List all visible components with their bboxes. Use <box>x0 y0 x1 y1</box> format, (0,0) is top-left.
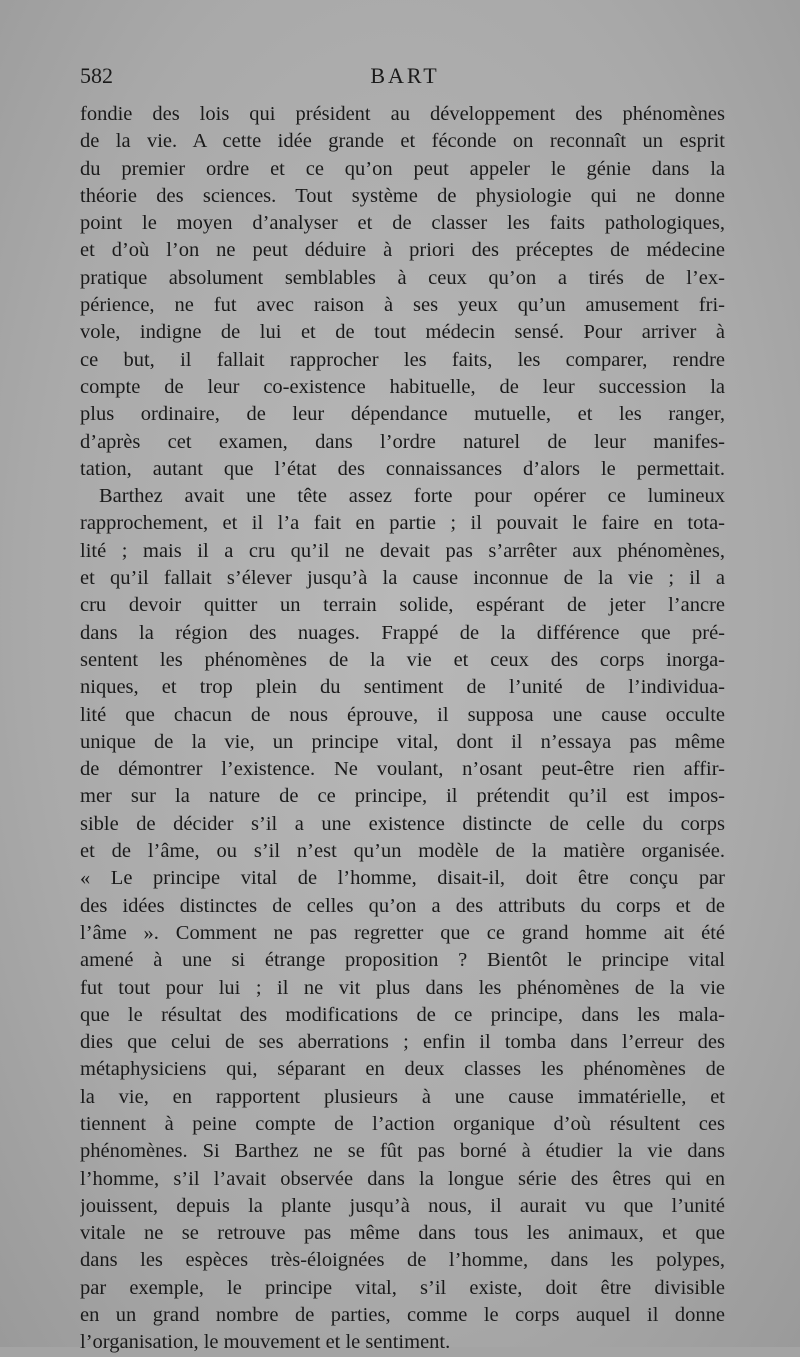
page-header <box>80 63 730 93</box>
running-head: BART <box>370 63 440 88</box>
text-line: l’âme ». Comment ne pas regretter que ce grand homme ait été <box>80 921 725 944</box>
text-line: et qu’il fallait s’élever jusqu’à la cause inconnue de la vie ; il a <box>80 567 725 590</box>
text-line: ce but, il fallait rapprocher les faits, les comparer, rendre <box>80 348 725 371</box>
text-line: cru devoir quitter un terrain solide, espérant de jeter l’ancre <box>80 594 725 617</box>
text-line: unique de la vie, un principe vital, dont il n’essaya pas même <box>80 730 725 753</box>
text-line: l’organisation, le mouvement et le sentiment. <box>80 1331 451 1354</box>
text-line: tation, autant que l’état des connaissances d’alors le permettait. <box>80 457 725 480</box>
text-line: phénomènes. Si Barthez ne se fût pas borné à étudier la vie dans <box>80 1140 725 1163</box>
text-line: lité que chacun de nous éprouve, il supposa une cause occulte <box>80 703 725 726</box>
text-line: sible de décider s’il a une existence distincte de celle du corps <box>80 812 725 835</box>
text-line: amené à une si étrange proposition ? Bientôt le principe vital <box>80 949 725 972</box>
text-line: dans les espèces très-éloignées de l’homme, dans les polypes, <box>80 1249 725 1272</box>
text-line: jouissent, depuis la plante jusqu’à nous, il aurait vu que l’unité <box>80 1194 725 1217</box>
text-line: en un grand nombre de parties, comme le corps auquel il donne <box>80 1304 725 1327</box>
text-line: dans la région des nuages. Frappé de la différence que pré- <box>80 621 725 644</box>
text-line: sentent les phénomènes de la vie et ceux des corps inorga- <box>80 648 725 671</box>
text-line: mer sur la nature de ce principe, il prétendit qu’il est impos- <box>80 785 725 808</box>
text-line: par exemple, le principe vital, s’il existe, doit être divisible <box>80 1276 725 1299</box>
text-line: d’après cet examen, dans l’ordre naturel de leur manifes- <box>80 430 725 453</box>
text-line: fondie des lois qui président au développement des phénomènes <box>80 103 725 125</box>
text-line: fut tout pour lui ; il ne vit plus dans les phénomènes de la vie <box>80 976 725 999</box>
text-line: du premier ordre et ce qu’on peut appeler le génie dans la <box>80 157 725 180</box>
text-line: plus ordinaire, de leur dépendance mutuelle, et les ranger, <box>80 403 725 426</box>
text-line: et d’où l’on ne peut déduire à priori des préceptes de médecine <box>80 239 725 262</box>
text-line: lité ; mais il a cru qu’il ne devait pas s’arrêter aux phénomènes, <box>80 539 725 562</box>
text-line: que le résultat des modifications de ce principe, dans les mala- <box>80 1003 725 1026</box>
text-line: métaphysiciens qui, séparant en deux classes les phénomènes de <box>80 1058 725 1081</box>
text-line: vitale ne se retrouve pas même dans tous les animaux, et que <box>80 1222 725 1245</box>
text-line: de la vie. A cette idée grande et féconde on reconnaît un esprit <box>80 130 725 153</box>
text-line: et de l’âme, ou s’il n’est qu’un modèle de la matière organisée. <box>80 840 725 863</box>
text-line: point le moyen d’analyser et de classer les faits pathologiques, <box>80 212 725 235</box>
text-line: la vie, en rapportent plusieurs à une cause immatérielle, et <box>80 1085 725 1108</box>
text-line: des idées distinctes de celles qu’on a des attributs du corps et de <box>80 894 725 917</box>
text-line: pratique absolument semblables à ceux qu’on a tirés de l’ex- <box>80 266 725 289</box>
text-line: dies que celui de ses aberrations ; enfin il tomba dans l’erreur des <box>80 1031 725 1054</box>
body-text <box>80 101 725 1357</box>
text-line: tiennent à peine compte de l’action organique d’où résultent ces <box>80 1112 725 1135</box>
text-line: « Le principe vital de l’homme, disait-il, doit être conçu par <box>80 867 725 890</box>
text-line: compte de leur co-existence habituelle, de leur succession la <box>80 375 725 398</box>
text-line: l’homme, s’il l’avait observée dans la longue série des êtres qui en <box>80 1167 725 1190</box>
text-line: vole, indigne de lui et de tout médecin sensé. Pour arriver à <box>80 321 725 344</box>
text-line: périence, ne fut avec raison à ses yeux qu’un amusement fri- <box>80 294 725 317</box>
page-number: 582 <box>80 63 113 88</box>
text-line: niques, et trop plein du sentiment de l’unité de l’individua- <box>80 676 725 699</box>
text-line: Barthez avait une tête assez forte pour opérer ce lumineux <box>99 485 725 508</box>
text-line: de démontrer l’existence. Ne voulant, n’osant peut-être rien affir- <box>80 758 725 781</box>
text-line: théorie des sciences. Tout système de physiologie qui ne donne <box>80 184 725 207</box>
text-line: rapprochement, et il l’a fait en partie ; il pouvait le faire en tota- <box>80 512 725 535</box>
